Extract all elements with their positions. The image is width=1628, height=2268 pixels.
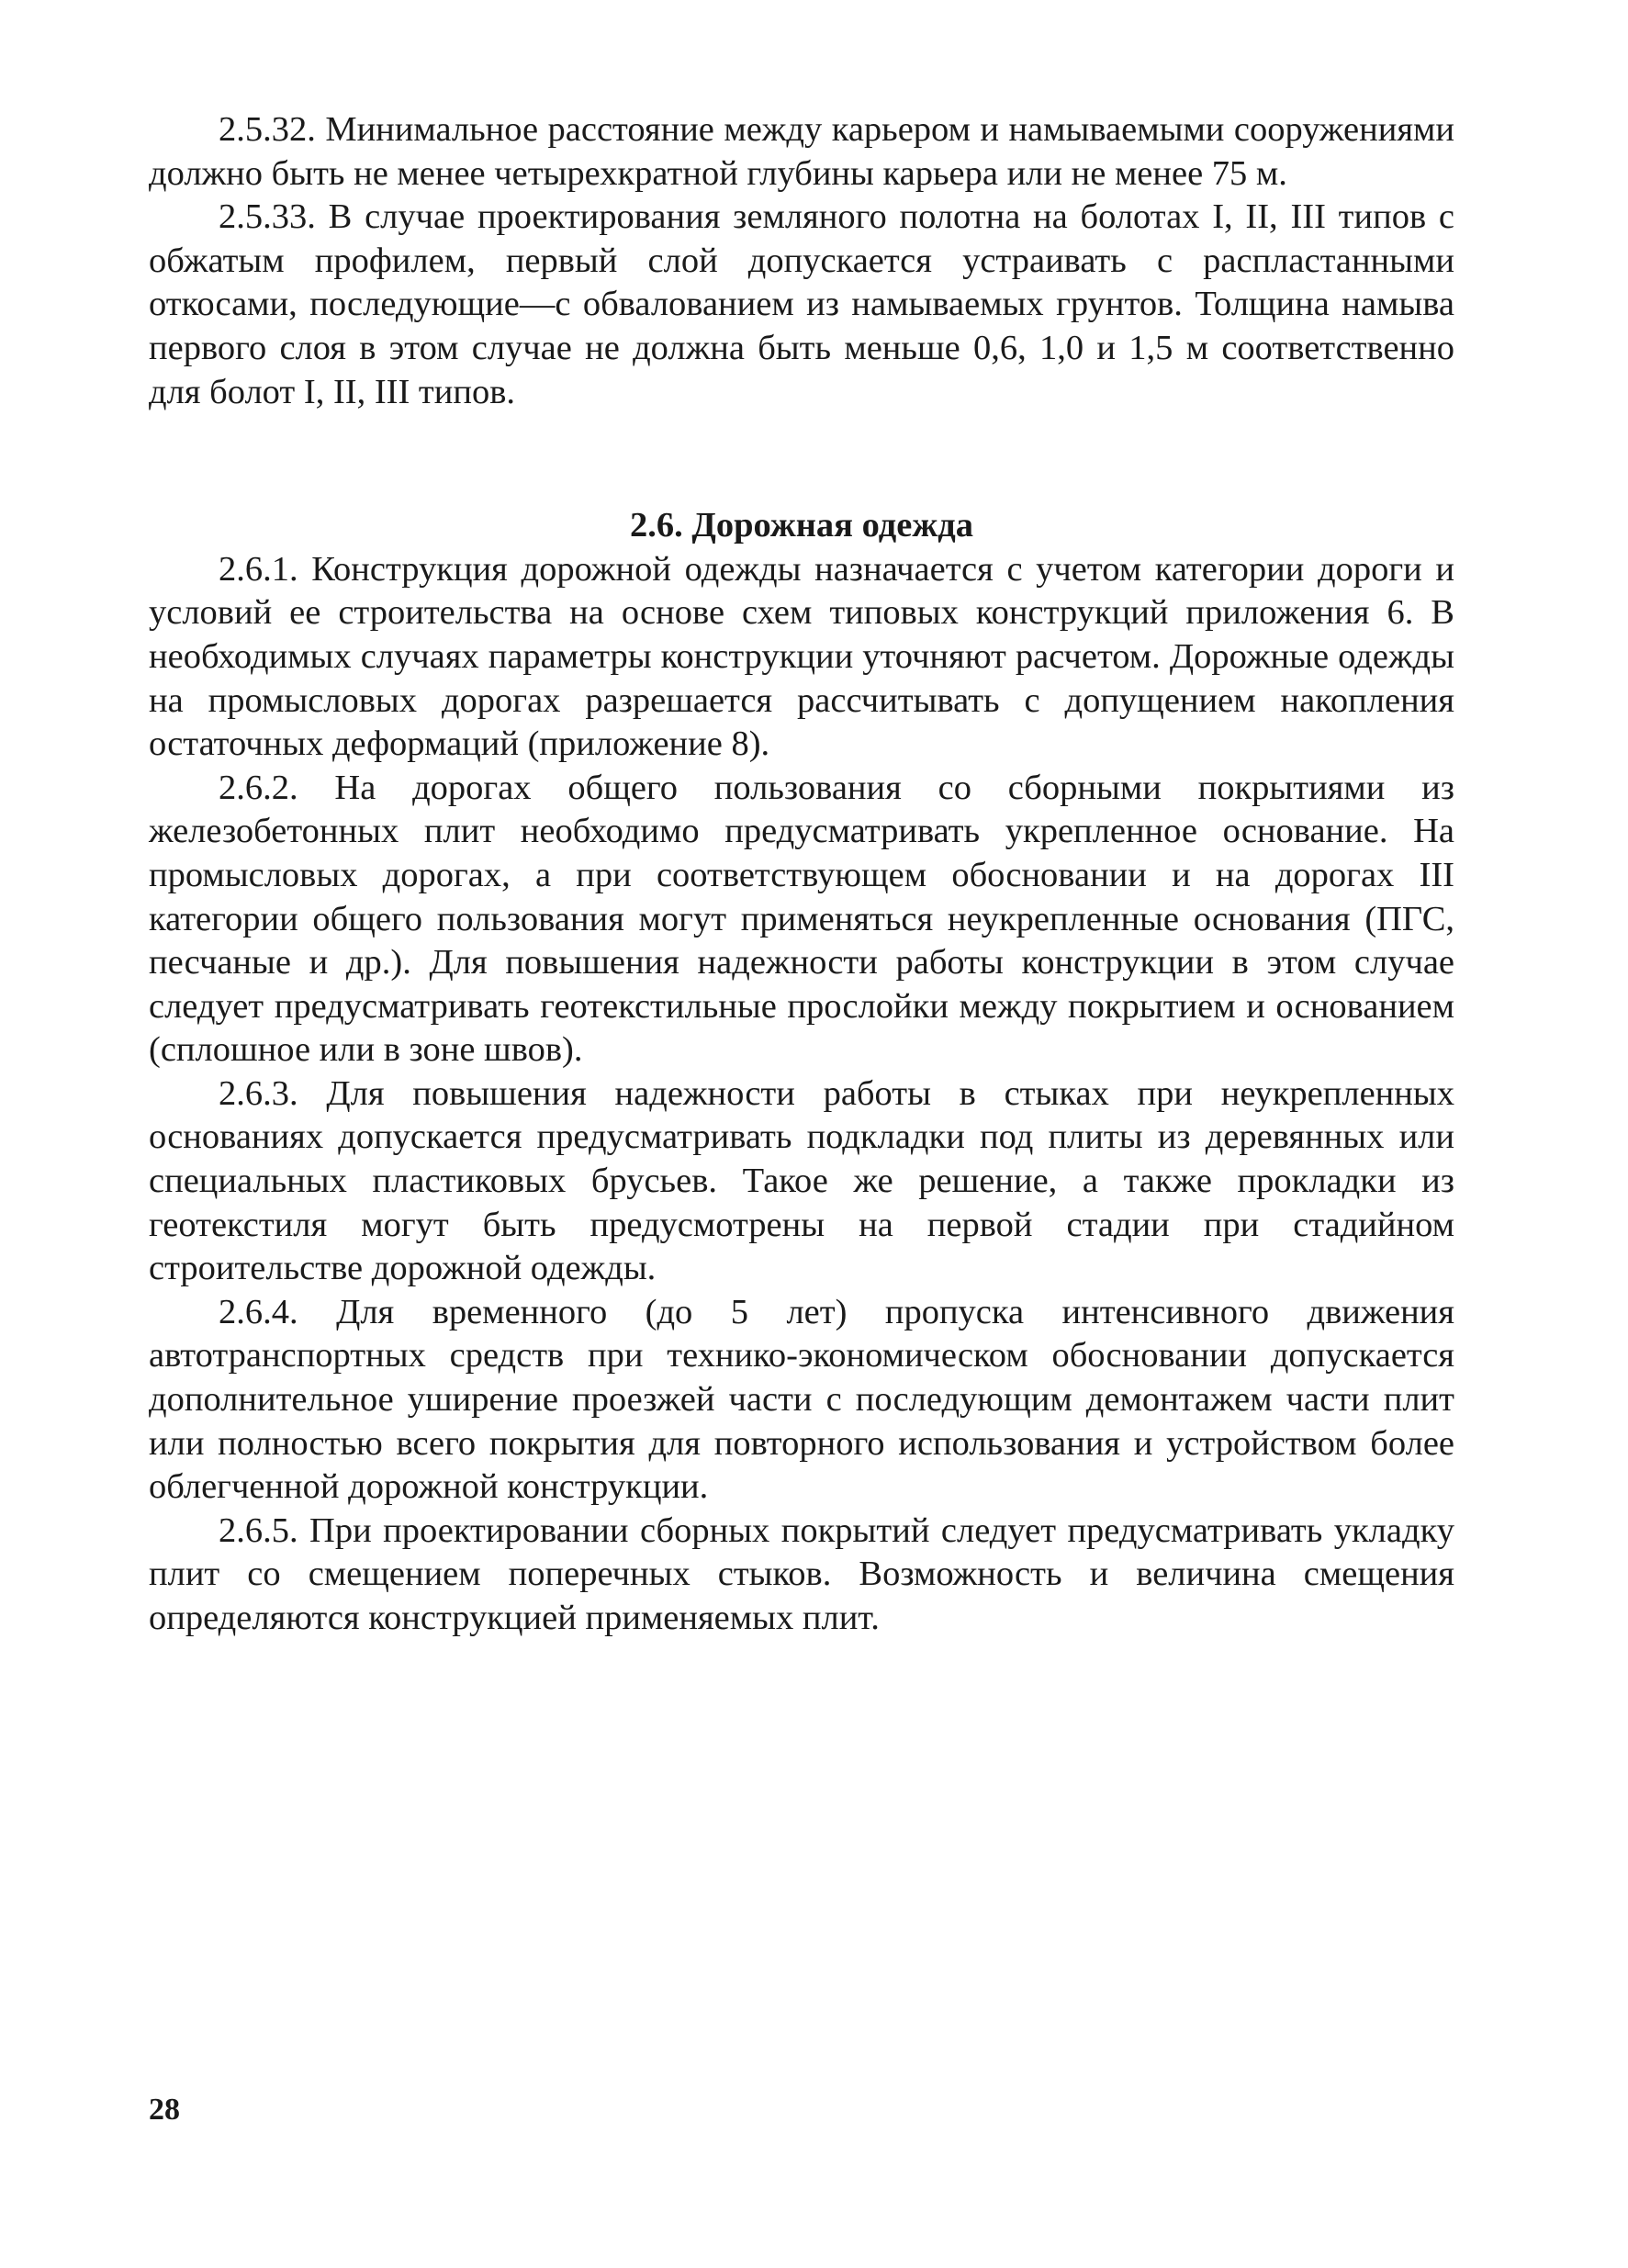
page-number: 28 <box>149 2093 180 2127</box>
paragraph-2-6-2: 2.6.2. На дорогах общего пользования со сборными покрытиями из железобетонных плит необходимо предусматривать укрепленное основание. На промысловых дорогах, а при соответствующем обосновании и на дорогах III категории общего пользования могут применяться неукрепленные основания (ПГС, песчаные и др.). Для повышения надежности работы конструкции в этом случае следует предусматривать геотекстильные прослойки между покрытием и основанием (сплошное или в зоне швов). <box>149 768 1454 1070</box>
paragraph-2-6-5: 2.6.5. При проектировании сборных покрытий следует предусматривать укладку плит со смещением поперечных стыков. Возможность и величина смещения определяются конструкцией применяемых плит. <box>149 1510 1454 1637</box>
paragraph-2-5-32: 2.5.32. Минимальное расстояние между карьером и намываемыми сооружениями должно быть не менее четырехкратной глубины карьера или не менее 75 м. <box>149 110 1454 193</box>
section-heading: 2.6. Дорожная одежда <box>630 506 973 545</box>
paragraph-2-5-33: 2.5.33. В случае проектирования земляного полотна на болотах I, II, III типов с обжатым профилем, первый слой допускается устраивать с распластанными откосами, последующие—с обвалованием из намываемых грунтов. Толщина намыва первого слоя в этом случае не должна быть меньше 0,6, 1,0 и 1,5 м соответственно для болот I, II, III типов. <box>149 197 1454 411</box>
document-page <box>149 108 1454 1641</box>
paragraph-2-6-1: 2.6.1. Конструкция дорожной одежды назначается с учетом категории дороги и условий ее строительства на основе схем типовых конструкций приложения 6. В необходимых случаях параметры конструкции уточняют расчетом. Дорожные одежды на промысловых дорогах разрешается рассчитывать с допущением накопления остаточных деформаций (приложение 8). <box>149 549 1454 764</box>
paragraph-2-6-4: 2.6.4. Для временного (до 5 лет) пропуска интенсивного движения автотранспортных средств при технико-экономическом обосновании допускается дополнительное уширение проезжей части с последующим демонтажем части плит или полностью всего покрытия для повторного использования и устройством более облегченной дорожной конструкции. <box>149 1292 1454 1507</box>
paragraph-2-6-3: 2.6.3. Для повышения надежности работы в стыках при неукрепленных основаниях допускается предусматривать подкладки под плиты из деревянных или специальных пластиковых брусьев. Такое же решение, а также прокладки из геотекстиля могут быть предусмотрены на первой стадии при стадийном строительстве дорожной одежды. <box>149 1073 1454 1288</box>
